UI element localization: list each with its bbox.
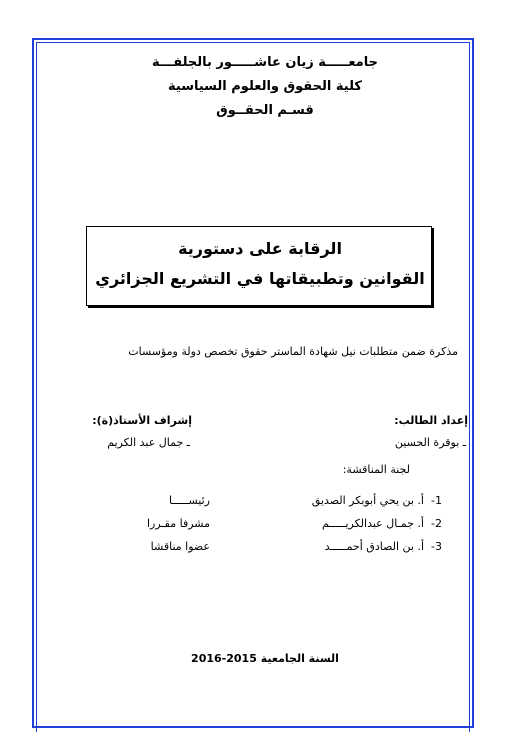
committee-member-role: رئيســـــا (169, 494, 210, 507)
committee-member-name: أ. بن يحي أبوبكر الصديق (311, 494, 424, 507)
student-name: ـ بوقرة الحسين (394, 436, 466, 449)
committee-member-number: 1- (431, 494, 442, 507)
university-name: جامعـــــة زيان عاشـــــور بالجلفـــة (152, 55, 378, 70)
faculty-name: كلية الحقوق والعلوم السياسية (168, 79, 362, 94)
student-label: إعداد الطالب: (394, 414, 468, 427)
page-border-inner (36, 42, 470, 732)
committee-label: لجنة المناقشة: (342, 463, 410, 476)
committee-member-role: عضوا مناقشا (150, 540, 210, 553)
thesis-title-line-2: القوانين وتطبيقاتها في التشريع الجزائري (95, 269, 425, 288)
academic-year: السنة الجامعية 2015-2016 (191, 652, 339, 665)
committee-member-name: أ. بن الصادق أحمـــــد (324, 540, 424, 553)
committee-member-number: 3- (431, 540, 442, 553)
thesis-title-line-1: الرقابة على دستورية (178, 239, 342, 258)
committee-member-name: أ. جمـال عبدالكريـــــم (322, 517, 424, 530)
thesis-subtitle: مذكرة ضمن متطلبات نيل شهادة الماستر حقوق تخصص دولة ومؤسسات (128, 345, 458, 358)
committee-member-number: 2- (431, 517, 442, 530)
committee-member-role: مشرفا مقـررا (147, 517, 210, 530)
department-name: قسـم الحقــوق (216, 103, 314, 118)
supervisor-name: ـ جمال عبد الكريم (107, 436, 190, 449)
supervisor-label: إشراف الأستاذ(ة): (92, 414, 192, 427)
thesis-title-box (86, 226, 432, 306)
